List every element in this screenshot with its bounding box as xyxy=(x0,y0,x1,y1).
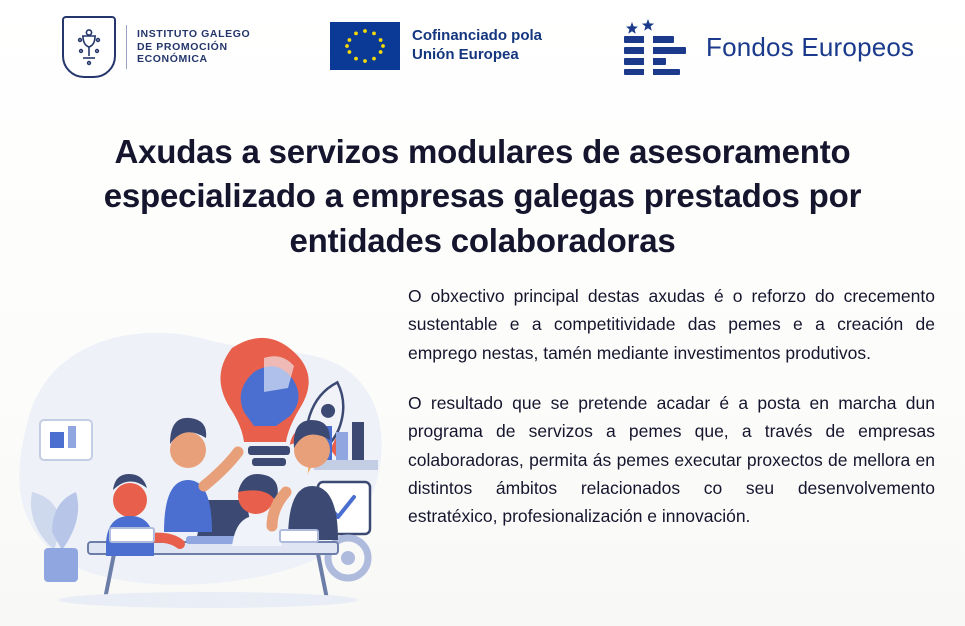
page-title: Axudas a servizos modulares de asesoramento especializado a empresas galegas prestados por entidades colaboradoras xyxy=(103,133,862,259)
igape-line-2: DE PROMOCIÓN xyxy=(137,40,228,53)
chalice-icon xyxy=(74,28,104,70)
european-union-flag-icon xyxy=(330,22,400,70)
eu-caption-line-2: Unión Europea xyxy=(412,46,519,63)
body-text xyxy=(408,282,935,531)
igape-wordmark xyxy=(126,25,250,69)
eu-stars-circle-icon xyxy=(331,23,399,69)
igape-line-1: INSTITUTO GALEGO xyxy=(137,28,251,41)
igape-logo xyxy=(62,16,250,78)
eu-caption-line-1: Cofinanciado pola xyxy=(412,27,543,45)
paragraph-result: O resultado que se pretende acadar é a posta en marcha dun programa de servizos a pemes que, a través de empresas colaboradoras, permita ás pemes executar proxectos de mellora en distintos ámbitos relacionados co seu desenvolvemento estratéxico, profesionalización e innovación. xyxy=(408,393,935,527)
fondos-europeos-logo xyxy=(618,18,914,76)
team-working-illustration-icon xyxy=(18,300,388,610)
fondos-bars-icon xyxy=(618,18,692,76)
galicia-chalice-emblem-icon xyxy=(62,16,116,78)
igape-line-3: ECONÓMICA xyxy=(137,53,208,66)
eu-caption xyxy=(412,27,542,65)
fondos-europeos-caption: Fondos Europeos xyxy=(706,31,915,62)
paragraph-objective: O obxectivo principal destas axudas é o reforzo do crecemento sustentable e a competitividade das pemes e a creación de emprego nestas, tamén mediante investimentos produtivos. xyxy=(408,286,935,363)
logo-bar xyxy=(0,10,965,88)
eu-cofunding-logo xyxy=(330,22,542,70)
fondos-europeos-mark-icon xyxy=(618,18,692,76)
team-illustration xyxy=(18,300,388,610)
